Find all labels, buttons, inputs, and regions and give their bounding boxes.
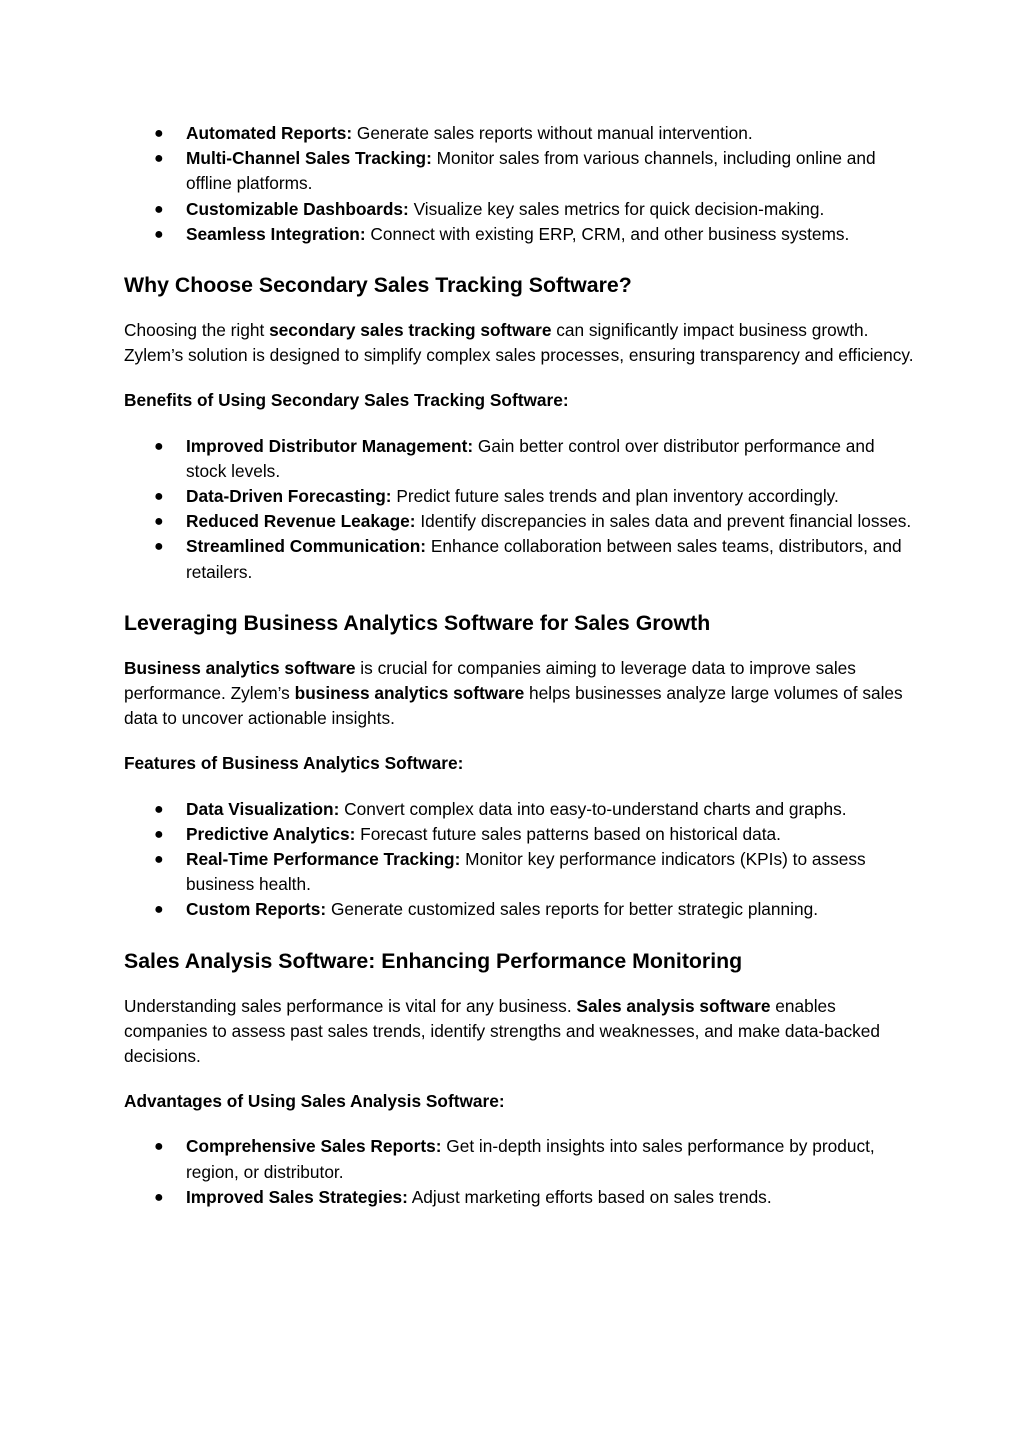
bullet-icon: ● [154,851,164,869]
list-item [124,197,914,222]
list-item-text: Generate sales reports without manual intervention. [352,123,753,143]
bullet-icon: ● [154,225,164,243]
list-item-term: Improved Distributor Management: [186,435,474,456]
list-item [124,897,914,922]
list-item [124,484,914,509]
list-item-term: Customizable Dashboards: [186,198,409,219]
paragraph-bold: Business analytics software [124,657,356,678]
list-item [124,434,914,484]
list-item-term: Data Visualization: [186,798,340,819]
subheading: Advantages of Using Sales Analysis Software: [124,1091,505,1112]
bullet-icon: ● [154,1188,164,1206]
paragraph [124,318,914,368]
bullet-icon: ● [154,200,164,218]
list-item-text: Visualize key sales metrics for quick decision-making. [408,198,825,219]
list-item-text: Adjust marketing efforts based on sales trends. [407,1186,772,1207]
document-page [124,121,914,1210]
list-item-term: Automated Reports: [186,123,353,143]
bullet-icon: ● [154,488,164,506]
list-item-term: Predictive Analytics: [186,823,356,844]
list-item-text: Generate customized sales reports for better strategic planning. [326,899,818,920]
paragraph [124,994,914,1070]
advantages-list [124,1134,914,1210]
list-item-term: Comprehensive Sales Reports: [186,1136,442,1157]
bullet-icon: ● [154,538,164,556]
list-item-text: Identify discrepancies in sales data and prevent financial losses. [415,511,912,532]
bullet-icon: ● [154,800,164,818]
list-item [124,847,914,897]
list-item-term: Multi-Channel Sales Tracking: [186,148,432,169]
paragraph-text: Choosing the right [124,320,270,341]
list-item-text: Monitor sales from various channels, including online and offline platforms. [186,148,876,194]
paragraph-bold: secondary sales tracking software [269,320,552,341]
section-heading: Sales Analysis Software: Enhancing Performance Monitoring [124,948,743,973]
list-item-text: Connect with existing ERP, CRM, and other business systems. [365,223,850,244]
paragraph-bold: business analytics software [294,683,525,704]
list-item [124,534,914,584]
paragraph-text: Understanding sales performance is vital for any business. [124,995,577,1016]
list-item [124,509,914,534]
list-item-term: Improved Sales Strategies: [186,1186,408,1207]
paragraph-bold: Sales analysis software [576,995,771,1016]
list-item-text: Enhance collaboration between sales teams, distributors, and retailers. [186,536,902,582]
list-item-term: Data-Driven Forecasting: [186,486,392,507]
list-item [124,1185,914,1210]
list-item-text: Gain better control over distributor performance and stock levels. [186,435,875,481]
list-item-text: Convert complex data into easy-to-understand charts and graphs. [339,798,847,819]
list-item [124,146,914,196]
list-item-term: Custom Reports: [186,899,327,920]
bullet-icon: ● [154,901,164,919]
list-item-text: Get in-depth insights into sales performance by product, region, or distributor. [186,1136,875,1182]
section-heading: Why Choose Secondary Sales Tracking Software? [124,273,632,298]
list-item-text: Predict future sales trends and plan inventory accordingly. [391,486,839,507]
list-item-term: Real-Time Performance Tracking: [186,849,461,870]
features-list [124,797,914,923]
bullet-icon: ● [154,437,164,455]
subheading: Benefits of Using Secondary Sales Tracking Software: [124,390,569,411]
paragraph-text: is crucial for companies aiming to leverage data to improve sales performance. Zylem’s [124,657,856,704]
list-item-term: Seamless Integration: [186,223,366,244]
list-item-text: Monitor key performance indicators (KPIs) to assess business health. [186,849,866,895]
subheading: Features of Business Analytics Software: [124,753,464,774]
list-item [124,797,914,822]
paragraph-text: enables companies to assess past sales trends, identify strengths and weaknesses, and make data-backed decisions. [124,995,880,1067]
intro-list [124,121,914,247]
list-item [124,822,914,847]
paragraph-text: helps businesses analyze large volumes of sales data to uncover actionable insights. [124,683,903,729]
paragraph [124,656,914,732]
section-heading: Leveraging Business Analytics Software for Sales Growth [124,610,711,635]
list-item [124,222,914,247]
list-item-term: Reduced Revenue Leakage: [186,511,416,532]
paragraph-text: can significantly impact business growth. Zylem’s solution is designed to simplify complex sales processes, ensuring transparency and efficiency. [124,320,914,366]
list-item [124,121,914,146]
bullet-icon: ● [154,1138,164,1156]
list-item [124,1134,914,1184]
bullet-icon: ● [154,125,164,142]
list-item-text: Forecast future sales patterns based on historical data. [355,823,781,844]
bullet-icon: ● [154,825,164,843]
list-item-term: Streamlined Communication: [186,536,427,557]
bullet-icon: ● [154,150,164,168]
benefits-list [124,434,914,585]
bullet-icon: ● [154,513,164,531]
